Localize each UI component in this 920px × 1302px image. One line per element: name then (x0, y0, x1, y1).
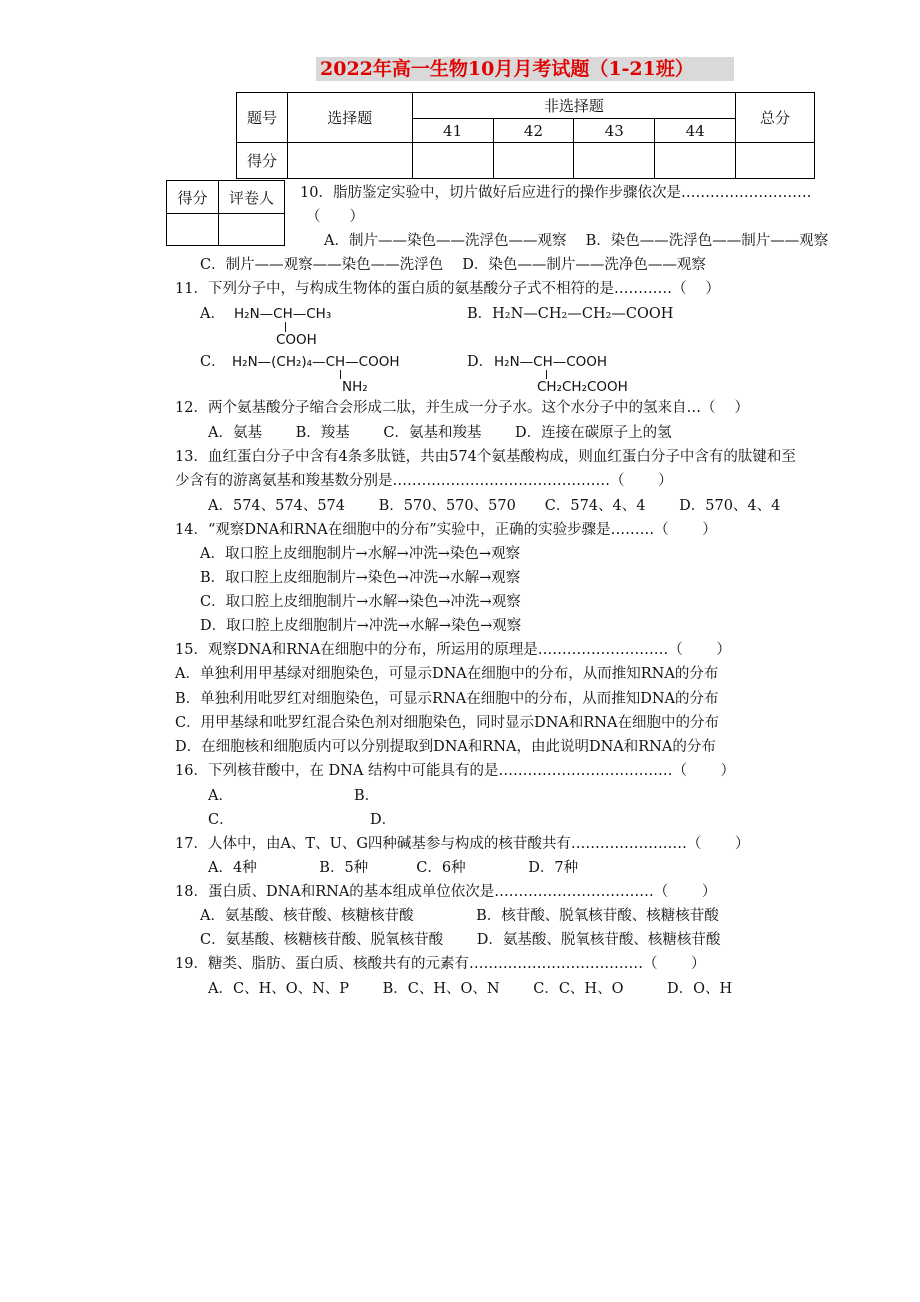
q11-c-bond (340, 370, 341, 379)
header-num-42: 42 (493, 119, 574, 143)
q19-stem: 19．糖类、脂肪、蛋白质、核酸共有的元素有………………………………（ ） (175, 956, 706, 972)
q10-answer-paren: （ ） (306, 209, 364, 225)
q15-option-b: B．单独利用吡罗红对细胞染色，可显示RNA在细胞中的分布，从而推知DNA的分布 (175, 691, 719, 707)
q17-options: A．4种 B．5种 C．6种 D．7种 (208, 860, 579, 876)
grader-table (166, 180, 285, 246)
q11-d-bond (546, 370, 547, 379)
page-title: 2022年高一生物10月月考试题（1-21班） (316, 57, 734, 81)
q17-stem: 17．人体中，由A、T、U、G四种碱基参与构成的核苷酸共有……………………（ ） (175, 836, 750, 852)
q10-options-cd: C．制片——观察——染色——洗浮色 D．染色——制片——洗净色——观察 (200, 257, 706, 273)
q13-stem-line1: 13．血红蛋白分子中含有4条多肽链，共由574个氨基酸构成，则血红蛋白分子中含有的肽键和至 (175, 449, 796, 465)
q11-option-c-formula: H₂N—(CH₂)₄—CH—COOH (232, 354, 400, 370)
score-table (236, 92, 815, 179)
header-total: 总分 (736, 93, 815, 143)
q14-option-d: D．取口腔上皮细胞制片→冲洗→水解→染色→观察 (200, 618, 522, 634)
q13-stem-line2: 少含有的游离氨基和羧基数分别是………………………………………（ ） (175, 473, 673, 489)
q11-option-c-label: C． (200, 354, 226, 370)
q15-option-a: A．单独利用甲基绿对细胞染色，可显示DNA在细胞中的分布，从而推知RNA的分布 (175, 666, 719, 682)
q11-option-d-formula: H₂N—CH—COOH (494, 354, 608, 370)
q11-option-a-label: A． (200, 306, 225, 322)
q18-options-cd: C．氨基酸、核糖核苷酸、脱氧核苷酸 D．氨基酸、脱氧核苷酸、核糖核苷酸 (200, 932, 721, 948)
grader-score-label: 得分 (167, 181, 219, 214)
q11-option-a-formula: H₂N—CH—CH₃ (234, 306, 332, 322)
q16-option-b: B． (354, 788, 380, 804)
q14-option-a: A．取口腔上皮细胞制片→水解→冲洗→染色→观察 (200, 546, 521, 562)
header-num-44: 44 (655, 119, 736, 143)
q16-option-a: A． (208, 788, 233, 804)
q15-option-c: C．用甲基绿和吡罗红混合染色剂对细胞染色，同时显示DNA和RNA在细胞中的分布 (175, 715, 719, 731)
header-num-41: 41 (412, 119, 493, 143)
q15-option-d: D．在细胞核和细胞质内可以分别提取到DNA和RNA，由此说明DNA和RNA的分布 (175, 739, 716, 755)
score-cell-choice[interactable] (287, 143, 412, 179)
q11-option-d-label: D． (467, 354, 494, 370)
score-cell-43[interactable] (574, 143, 655, 179)
q16-stem: 16．下列核苷酸中，在 DNA 结构中可能具有的是………………………………（ ） (175, 763, 736, 779)
q15-stem: 15．观察DNA和RNA在细胞中的分布，所运用的原理是………………………（ ） (175, 642, 731, 658)
q11-stem: 11．下列分子中，与构成生物体的蛋白质的氨基酸分子式不相符的是…………（ ） (175, 281, 721, 297)
header-num-43: 43 (574, 119, 655, 143)
score-cell-41[interactable] (412, 143, 493, 179)
q10-stem: 10．脂肪鉴定实验中，切片做好后应进行的操作步骤依次是……………………… (300, 185, 812, 201)
q18-stem: 18．蛋白质、DNA和RNA的基本组成单位依次是……………………………（ ） (175, 884, 717, 900)
q10-options-ab: A．制片——染色——洗浮色——观察 B．染色——洗浮色——制片——观察 (324, 233, 829, 249)
q16-option-c: C． (208, 812, 234, 828)
q11-a-bond (285, 322, 286, 332)
score-cell-42[interactable] (493, 143, 574, 179)
q14-option-c: C．取口腔上皮细胞制片→水解→染色→冲洗→观察 (200, 594, 521, 610)
grader-score-cell[interactable] (167, 214, 219, 246)
q19-options: A．C、H、O、N、P B．C、H、O、N C．C、H、O D．O、H (208, 981, 733, 997)
q18-options-ab: A．氨基酸、核苷酸、核糖核苷酸 B．核苷酸、脱氧核苷酸、核糖核苷酸 (200, 908, 719, 924)
header-question: 题号 (237, 93, 288, 143)
q13-options: A．574、574、574 B．570、570、570 C．574、4、4 D．570、4、4 (208, 498, 781, 514)
score-cell-44[interactable] (655, 143, 736, 179)
grader-label: 评卷人 (219, 181, 285, 214)
row-score-label: 得分 (237, 143, 288, 179)
header-nonchoice: 非选择题 (412, 93, 735, 119)
q14-option-b: B．取口腔上皮细胞制片→染色→冲洗→水解→观察 (200, 570, 521, 586)
grader-name-cell[interactable] (219, 214, 285, 246)
q12-options: A．氨基 B．羧基 C．氨基和羧基 D．连接在碳原子上的氢 (208, 425, 672, 441)
score-cell-total[interactable] (736, 143, 815, 179)
q11-option-a-sub: COOH (276, 332, 317, 348)
q11-option-d-sub: CH₂CH₂COOH (537, 379, 628, 395)
q14-stem: 14．“观察DNA和RNA在细胞中的分布”实验中，正确的实验步骤是………（ ） (175, 522, 717, 538)
header-choice: 选择题 (287, 93, 412, 143)
q11-option-c-sub: NH₂ (342, 379, 368, 395)
q12-stem: 12．两个氨基酸分子缩合会形成二肽，并生成一分子水。这个水分子中的氢来自…（ ） (175, 400, 750, 416)
q11-option-b: B．H₂N—CH₂—CH₂—COOH (467, 306, 674, 322)
q16-option-d: D． (370, 812, 397, 828)
